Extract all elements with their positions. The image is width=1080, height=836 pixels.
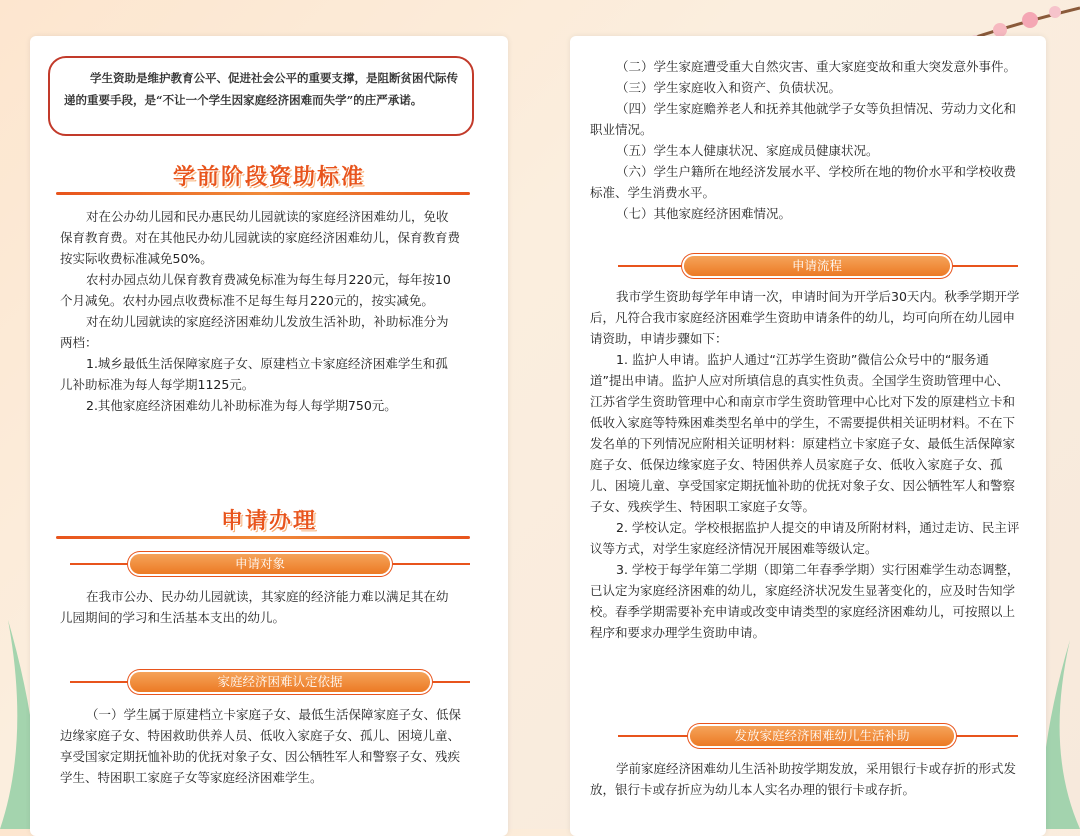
paragraph: 3. 学校于每学年第二学期（即第二年春季学期）实行困难学生动态调整，已认定为家庭经济困难的幼儿，家庭经济状况发生显著变化的，应及时告知学校。春季学期需要补充申请或改变申请类型的家庭经济困难幼儿，可按照以上程序和要求办理学生资助申请。 [590,562,1020,640]
paragraph: 在我市公办、民办幼儿园就读，其家庭的经济能力难以满足其在幼儿园期间的学习和生活基本支出的幼儿。 [60,589,449,625]
subheading-criteria [70,672,470,692]
paragraph: 对在幼儿园就读的家庭经济困难幼儿发放生活补助，补助标准分为两档： [60,314,449,350]
paragraph: 1. 监护人申请。监护人通过“江苏学生资助”微信公众号中的“服务通道”提出申请。监护人应对所填信息的真实性负责。全国学生资助管理中心、江苏省学生资助管理中心和南京市学生资助管理中心比对下发的原建档立卡和低收入家庭等特殊困难类型名单中的学生，不需要提供相关证明材料。不在下发名单的下列情况应附相关证明材料：原建档立卡家庭子女、最低生活保障家庭子女、低保边缘家庭子女、特困供养人员家庭子女、低收入家庭子女、孤儿、困境儿童、享受国家定期抚恤补助的优抚对象子女、因公牺牲军人和警察子女、残疾学生、特困职工家庭子女等。 [590,352,1016,514]
paragraph: 学前家庭经济困难幼儿生活补助按学期发放，采用银行卡或存折的形式发放，银行卡或存折应为幼儿本人实名办理的银行卡或存折。 [590,761,1017,797]
paragraph: 2.其他家庭经济困难幼儿补助标准为每人每学期750元。 [86,398,397,413]
paragraph: 1.城乡最低生活保障家庭子女、原建档立卡家庭经济困难学生和孤儿补助标准为每人每学期1125元。 [60,356,448,392]
subheading-applicants [70,554,470,574]
list-item: （三）学生家庭收入和资产、负债状况。 [616,80,842,95]
list-item: （六）学生户籍所在地经济发展水平、学校所在地的物价水平和学校收费标准、学生消费水平。 [590,164,1017,200]
paragraph: 我市学生资助每学年申请一次，申请时间为开学后30天内。秋季学期开学后，凡符合我市家庭经济困难学生资助申请条件的幼儿，均可向所在幼儿园申请资助，申请步骤如下： [590,289,1020,346]
pill-label: 申请流程 [684,256,950,276]
title-underline [56,192,470,195]
right-page [570,36,1046,836]
subheading-subsidy [618,726,1018,746]
list-item: （二）学生家庭遭受重大自然灾害、重大家庭变故和重大突发意外事件。 [616,59,1017,74]
criteria-list [590,56,1020,224]
pill-label: 发放家庭经济困难幼儿生活补助 [690,726,954,746]
paragraph: 农村办园点幼儿保育教育费减免标准为每生每月220元，每年按10个月减免。农村办园点收费标准不足每生每月220元的，按实减免。 [60,272,451,308]
left-page [30,36,508,836]
standards-text [60,206,460,416]
list-item: （七）其他家庭经济困难情况。 [616,206,792,221]
pill-label: 家庭经济困难认定依据 [130,672,430,692]
section-title-apply: 申请办理 [220,509,317,534]
paragraph: 对在公办幼儿园和民办惠民幼儿园就读的家庭经济困难幼儿，免收保育教育费。对在其他民办幼儿园就读的家庭经济困难幼儿，保育教育费按实际收费标准减免50%。 [60,209,461,266]
paragraph: （一）学生属于原建档立卡家庭子女、最低生活保障家庭子女、低保边缘家庭子女、特困救助供养人员、低收入家庭子女、孤儿、困境儿童、享受国家定期抚恤补助的优抚对象子女、因公牺牲军人和警察子女、残疾学生、特困职工家庭子女等家庭经济困难学生。 [60,707,462,785]
intro-box: 学生资助是维护教育公平、促进社会公平的重要支撑，是阻断贫困代际传递的重要手段，是“不让一个学生因家庭经济困难而失学”的庄严承诺。 [48,56,474,136]
subsidy-text [590,758,1020,800]
list-item: （四）学生家庭赡养老人和抚养其他就学子女等负担情况、劳动力文化和职业情况。 [590,101,1017,137]
section-title-standards: 学前阶段资助标准 [172,165,365,190]
title-underline [56,536,470,539]
list-item: （五）学生本人健康状况、家庭成员健康状况。 [616,143,879,158]
applicants-text [60,586,460,628]
pill-label: 申请对象 [130,554,390,574]
subheading-process [618,256,1018,276]
paragraph: 2. 学校认定。学校根据监护人提交的申请及所附材料，通过走访、民主评议等方式，对学生家庭经济情况开展困难等级认定。 [590,520,1020,556]
criteria-text [60,704,464,788]
leaf-decoration [1040,640,1080,829]
process-text [590,286,1020,643]
